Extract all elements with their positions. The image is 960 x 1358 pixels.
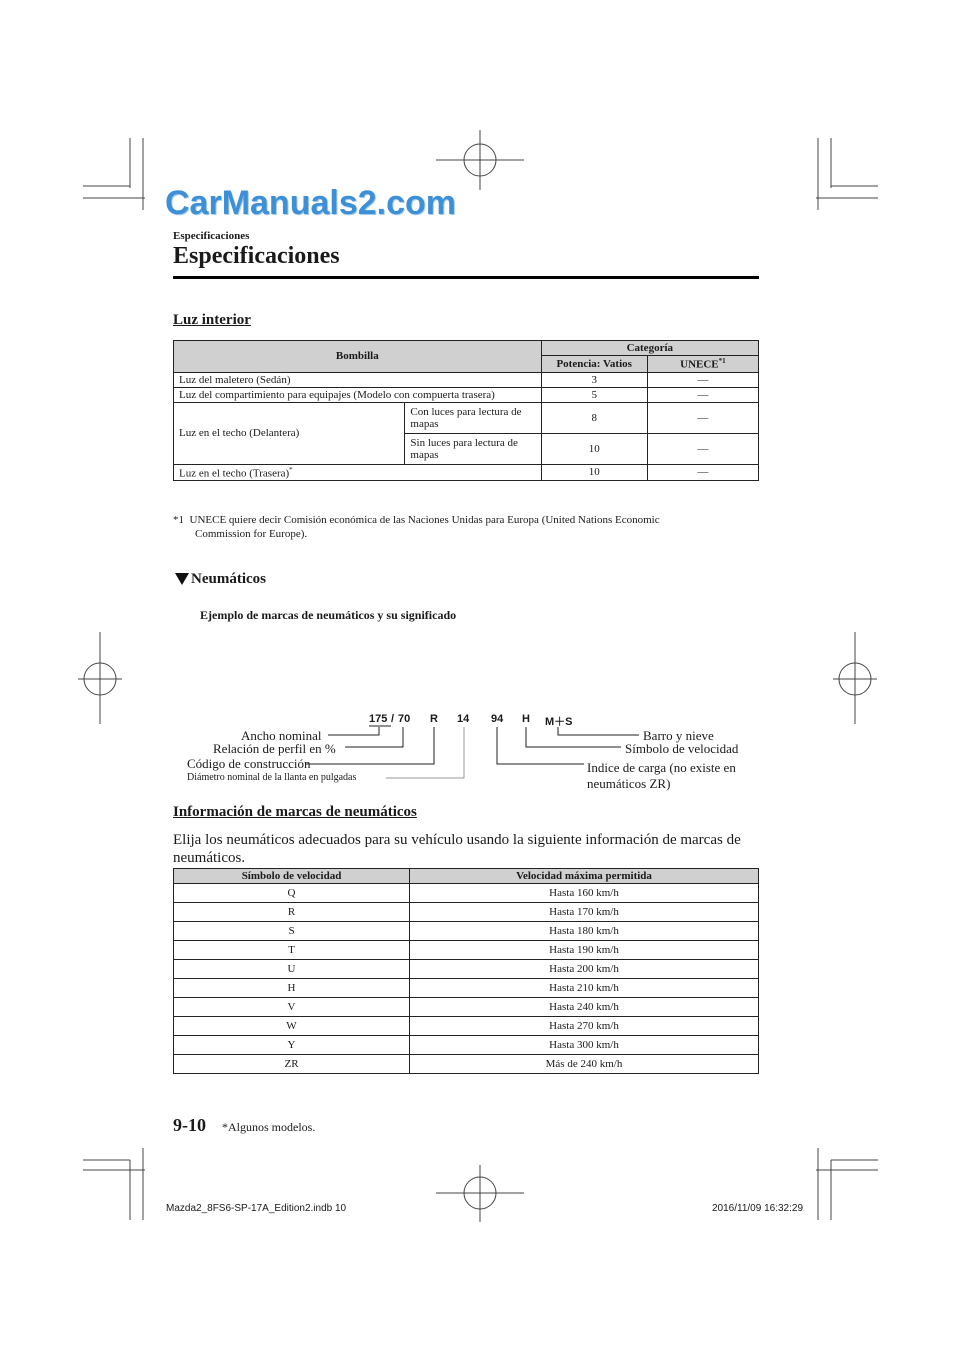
luz-interior-title: Luz interior: [173, 312, 251, 328]
speed-value-cell: Hasta 180 km/h: [410, 922, 759, 941]
label-diametro: Diámetro nominal de la llanta en pulgadas: [187, 772, 357, 783]
table-row: [174, 1017, 759, 1036]
table-row: Sin luces para lectura de mapas 10 —: [174, 433, 759, 464]
tire-slash: /: [391, 713, 395, 725]
table-row: [174, 884, 759, 903]
section-breadcrumb: Especificaciones: [173, 230, 250, 242]
speed-value-cell: Hasta 200 km/h: [410, 960, 759, 979]
table-row: [174, 1036, 759, 1055]
page-number: 9-10: [173, 1115, 206, 1135]
footer-file: Mazda2_8FS6-SP-17A_Edition2.indb 10: [166, 1203, 347, 1214]
header-bombilla: Bombilla: [174, 341, 542, 373]
speed-symbol-cell: ZR: [174, 1055, 410, 1074]
table-row: [174, 960, 759, 979]
label-ancho: Ancho nominal: [241, 728, 322, 743]
page-title: Especificaciones: [173, 243, 340, 269]
speed-symbol-cell: R: [174, 903, 410, 922]
table-row: Luz en el techo (Trasera)* 10 —: [174, 464, 759, 481]
table-row: [174, 941, 759, 960]
label-indice-1: Indice de carga (no existe en: [587, 760, 736, 775]
header-unece: UNECE$^{*1}$: [647, 356, 758, 373]
speed-value-cell: Hasta 160 km/h: [410, 884, 759, 903]
speed-symbol-cell: W: [174, 1017, 410, 1036]
footnote: *1 UNECE quiere decir Comisión económica de las Naciones Unidas para Europa (United Nations Economic Commission for Europe).: [173, 514, 660, 540]
speed-value-cell: Hasta 170 km/h: [410, 903, 759, 922]
table-row: [174, 1055, 759, 1074]
speed-symbol-cell: V: [174, 998, 410, 1017]
tire-example-title: Ejemplo de marcas de neumáticos y su significado: [200, 608, 457, 622]
table-row: [174, 979, 759, 998]
tire-ratio-code: 70: [398, 713, 411, 725]
speed-value-cell: Hasta 240 km/h: [410, 998, 759, 1017]
speed-value-cell: Más de 240 km/h: [410, 1055, 759, 1074]
header-symbol: Símbolo de velocidad: [174, 869, 410, 884]
header-categoria: Categoría: [541, 341, 758, 356]
tire-speed-code: H: [522, 713, 530, 725]
speed-symbol-cell: U: [174, 960, 410, 979]
speed-symbol-table: [173, 868, 759, 1074]
header-speed: Velocidad máxima permitida: [410, 869, 759, 884]
label-relacion: Relación de perfil en %: [213, 741, 336, 756]
speed-value-cell: Hasta 270 km/h: [410, 1017, 759, 1036]
neumaticos-title: Neumáticos: [191, 571, 266, 587]
label-indice-2: neumáticos ZR): [587, 776, 671, 791]
label-simbolo: Símbolo de velocidad: [625, 741, 739, 756]
speed-symbol-cell: H: [174, 979, 410, 998]
page-note: *Algunos modelos.: [222, 1120, 316, 1134]
table-row: Luz del compartimiento para equipajes (Modelo con compuerta trasera) 5 —: [174, 387, 759, 402]
table-row: [174, 998, 759, 1017]
header-potencia: Potencia: Vatios: [541, 356, 647, 373]
speed-symbol-cell: Y: [174, 1036, 410, 1055]
table-row: [174, 922, 759, 941]
tire-ms-code: M＋S: [545, 716, 573, 728]
table-row: Luz del maletero (Sedán) 3 —: [174, 372, 759, 387]
speed-symbol-cell: S: [174, 922, 410, 941]
info-paragraph: Elija los neumáticos adecuados para su vehículo usando la siguiente información de marcas de neumáticos.: [173, 832, 741, 866]
tire-load-code: 94: [491, 713, 504, 725]
watermark-logo[interactable]: CarManuals2.com: [165, 184, 456, 222]
speed-value-cell: Hasta 190 km/h: [410, 941, 759, 960]
info-title: Información de marcas de neumáticos: [173, 804, 417, 820]
table-row: [174, 903, 759, 922]
tire-construction-code: R: [430, 713, 438, 725]
label-codigo: Código de construcción: [187, 756, 311, 771]
tire-diameter-code: 14: [457, 713, 470, 725]
speed-symbol-cell: T: [174, 941, 410, 960]
footer-date: 2016/11/09 16:32:29: [712, 1203, 804, 1214]
speed-symbol-cell: Q: [174, 884, 410, 903]
speed-value-cell: Hasta 300 km/h: [410, 1036, 759, 1055]
speed-value-cell: Hasta 210 km/h: [410, 979, 759, 998]
tire-width-code: 175: [369, 713, 388, 725]
label-barro: Barro y nieve: [643, 728, 714, 743]
table-row: Luz en el techo (Delantera) Con luces para lectura de mapas 8 —: [174, 402, 759, 433]
